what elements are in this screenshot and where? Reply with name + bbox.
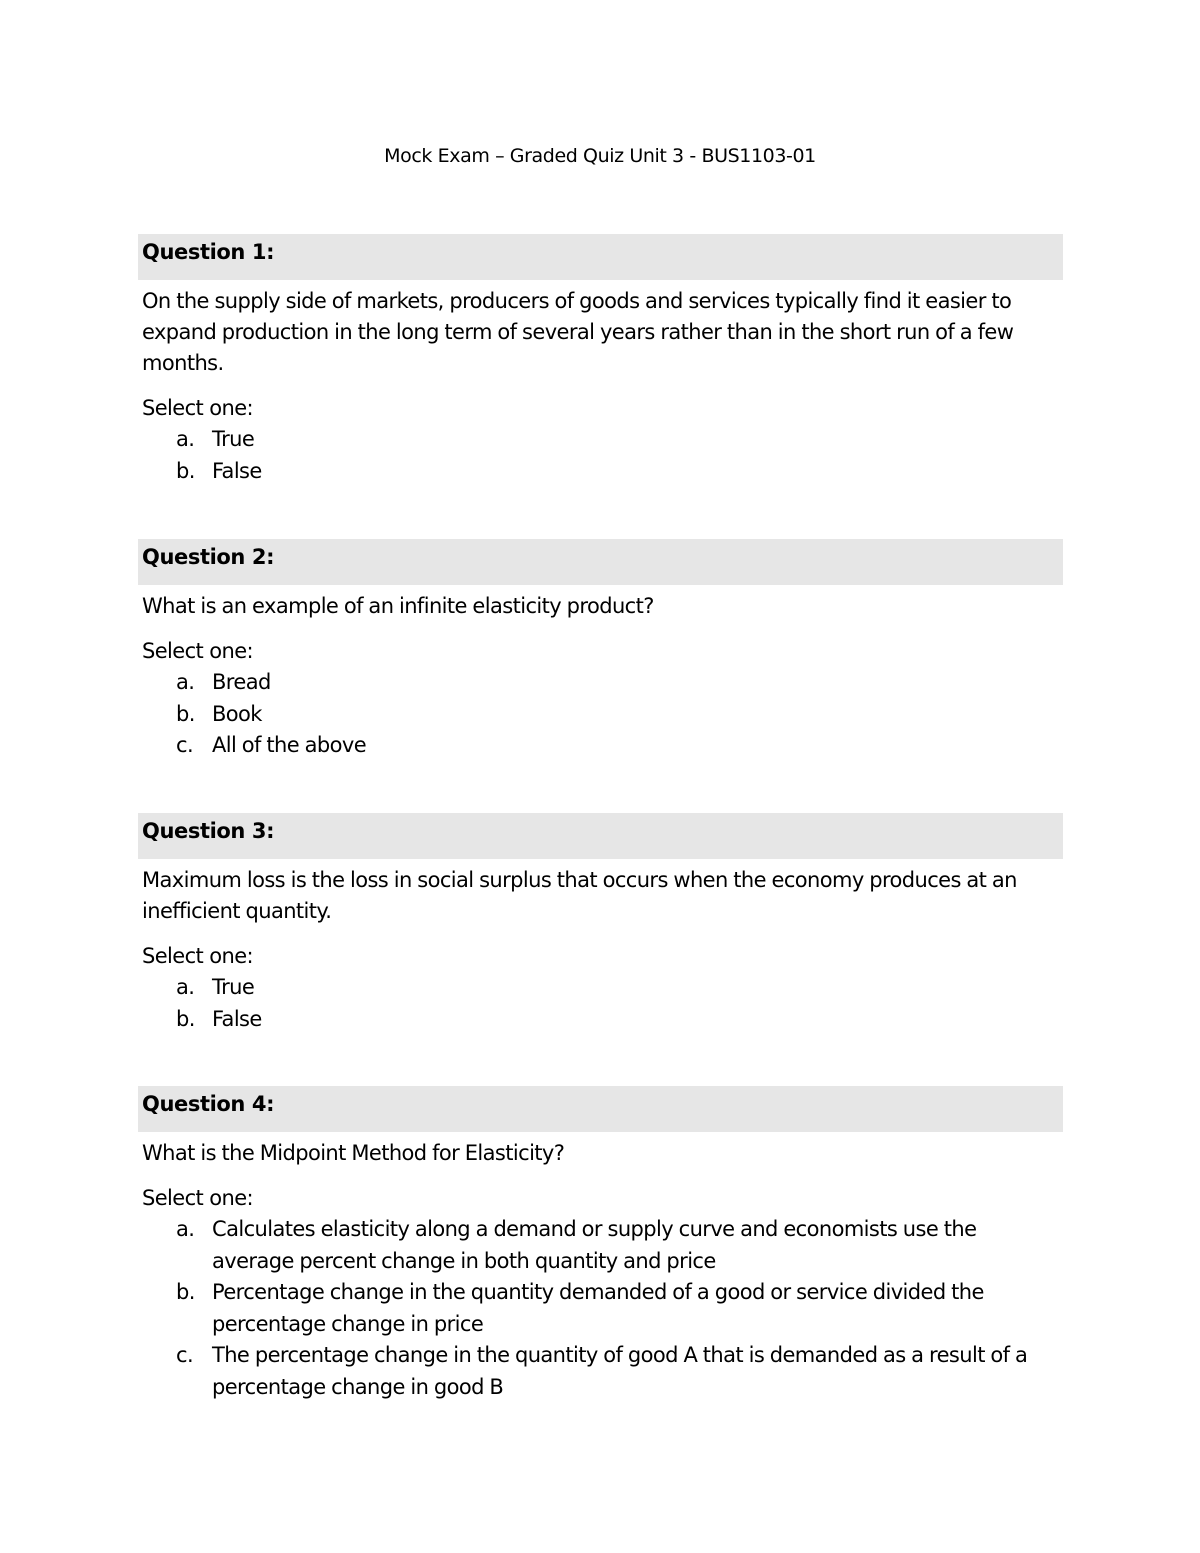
option-a [138,667,1063,699]
option-b [138,1277,1063,1340]
option-letter: c. [176,733,194,757]
option-letter: a. [176,670,195,694]
question-2 [138,539,1063,762]
option-letter: a. [176,975,195,999]
option-a [138,972,1063,1004]
question-1 [138,234,1063,487]
option-a [138,424,1063,456]
option-text: Calculates elasticity along a demand or supply curve and economists use the average percent change in both quantity and price [212,1217,977,1273]
question-text: Maximum loss is the loss in social surplus that occurs when the economy produces at an inefficient quantity. [142,868,1017,923]
option-text: Bread [212,670,271,694]
select-one-prompt: Select one: [142,639,254,663]
option-text: True [212,427,255,451]
question-4 [138,1086,1063,1403]
select-one-prompt: Select one: [142,1186,254,1210]
document-title: Mock Exam – Graded Quiz Unit 3 - BUS1103-01 [384,145,816,167]
option-c [138,730,1063,762]
question-text: On the supply side of markets, producers of goods and services typically find it easier to expand production in the long term of several years rather than in the short run of a few months. [142,289,1014,375]
question-text: What is an example of an infinite elasticity product? [142,594,654,618]
option-text: False [212,458,262,483]
question-heading: Question 4: [138,1086,1063,1132]
option-letter: a. [176,427,195,451]
option-letter: b. [176,1006,195,1031]
option-text: All of the above [212,733,367,757]
question-heading: Question 2: [138,539,1063,585]
option-letter: b. [176,458,195,483]
option-b [138,699,1063,731]
option-letter: a. [176,1217,195,1241]
option-c [138,1340,1063,1403]
option-text: False [212,1006,262,1031]
select-one-prompt: Select one: [142,944,254,968]
option-text: Percentage change in the quantity demanded of a good or service divided the percentage change in price [212,1280,984,1336]
select-one-prompt: Select one: [142,396,254,420]
option-b [138,1004,1063,1036]
option-list [138,1214,1063,1403]
option-list [138,972,1063,1035]
option-text: Book [212,701,262,726]
option-letter: b. [176,701,195,726]
question-heading: Question 3: [138,813,1063,859]
option-letter: b. [176,1280,195,1304]
question-3 [138,813,1063,1035]
option-letter: c. [176,1343,194,1367]
option-a [138,1214,1063,1277]
option-b [138,456,1063,488]
question-text: What is the Midpoint Method for Elasticity? [142,1141,565,1165]
option-list [138,424,1063,487]
option-text: The percentage change in the quantity of good A that is demanded as a result of a percentage change in good B [212,1343,1028,1399]
option-list [138,667,1063,762]
option-text: True [212,975,255,999]
question-heading: Question 1: [138,234,1063,280]
